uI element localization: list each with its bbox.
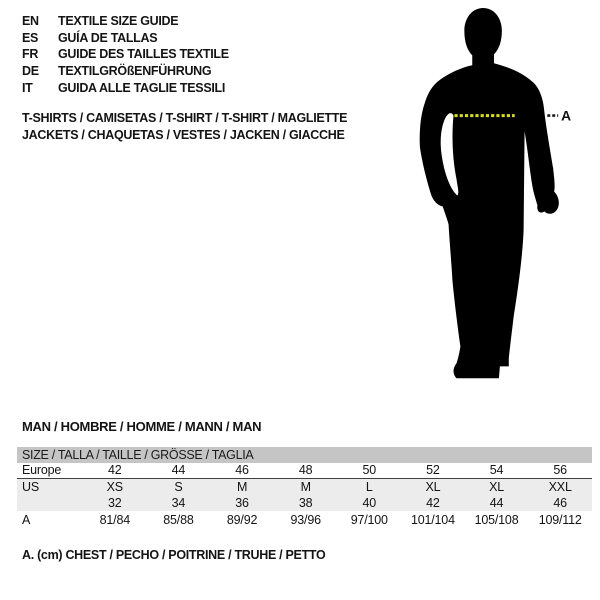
table-cell: 48 [298,463,313,477]
language-row-de [22,63,229,80]
man-silhouette-shape [420,8,559,378]
table-cell: 38 [298,496,313,510]
table-cell: 54 [489,463,504,477]
table-cell: S [174,480,183,494]
language-label: GUIDA ALLE TAGLIE TESSILI [58,80,226,95]
table-row-europe [17,463,592,478]
table-row-us [17,479,592,495]
table-cell: 93/96 [290,513,321,527]
table-cell: 42 [108,463,122,477]
size-table [17,447,592,529]
table-cell: XL [425,480,441,494]
table-cell: 97/100 [350,513,388,527]
table-cell: 52 [426,463,440,477]
table-cell: 89/92 [226,513,258,527]
language-label: TEXTILE SIZE GUIDE [58,14,179,28]
table-cell: 105/108 [474,513,519,527]
language-code: ES [22,30,39,45]
table-cell: 46 [235,463,249,477]
table-cell: 85/88 [163,513,194,527]
language-code: IT [22,80,33,95]
row-label: US [22,480,39,494]
table-cell: 32 [108,496,122,510]
category-line-jackets: JACKETS / CHAQUETAS / VESTES / JACKEN / GIACCHE [22,128,345,142]
row-label: A [22,513,31,527]
man-silhouette-svg [412,5,572,395]
language-label: TEXTILGRÖßENFÜHRUNG [58,64,212,79]
table-cell: 81/84 [99,513,130,527]
measure-label-a: A [561,107,572,124]
table-cell: M [236,480,248,494]
table-cell: 42 [426,496,440,510]
table-cell: XS [106,480,123,494]
language-label: GUIDE DES TAILLES TEXTILE [58,47,229,62]
table-cell: M [300,480,311,494]
table-cell: 36 [235,496,249,510]
table-cell: 50 [362,463,377,477]
size-table-header: SIZE / TALLA / TAILLE / GRÖSSE / TAGLIA [17,447,592,463]
table-cell: 46 [553,496,567,510]
chest-measure-footnote: A. (cm) CHEST / PECHO / POITRINE / TRUHE / PETTO [22,548,326,562]
language-row-es [22,30,229,47]
table-cell: 44 [489,496,504,510]
section-title-man: MAN / HOMBRE / HOMME / MANN / MAN [22,419,262,434]
language-row-en [22,13,229,30]
category-line-tshirts: T-SHIRTS / CAMISETAS / T-SHIRT / T-SHIRT / MAGLIETTE [22,111,348,125]
table-cell: XXL [548,480,572,494]
table-cell: XL [489,480,504,494]
category-lines [22,110,347,144]
row-label [17,495,83,511]
table-cell: 40 [362,496,377,510]
row-label: Europe [22,463,62,477]
language-code: DE [22,64,39,79]
table-cell: 101/104 [411,513,455,527]
table-row-numeric [17,495,592,511]
table-row-chest-a [17,511,592,529]
table-cell: L [365,480,373,494]
language-row-fr [22,46,229,63]
language-code: EN [22,14,39,28]
table-cell: 109/112 [538,513,582,527]
language-code: FR [22,47,39,62]
table-cell: 56 [553,463,567,477]
table-cell: 44 [171,463,186,477]
language-label: GUÍA DE TALLAS [58,30,158,45]
table-cell: 34 [171,496,186,510]
language-row-it [22,80,229,97]
language-list [22,13,229,96]
man-silhouette-figure [412,5,572,395]
